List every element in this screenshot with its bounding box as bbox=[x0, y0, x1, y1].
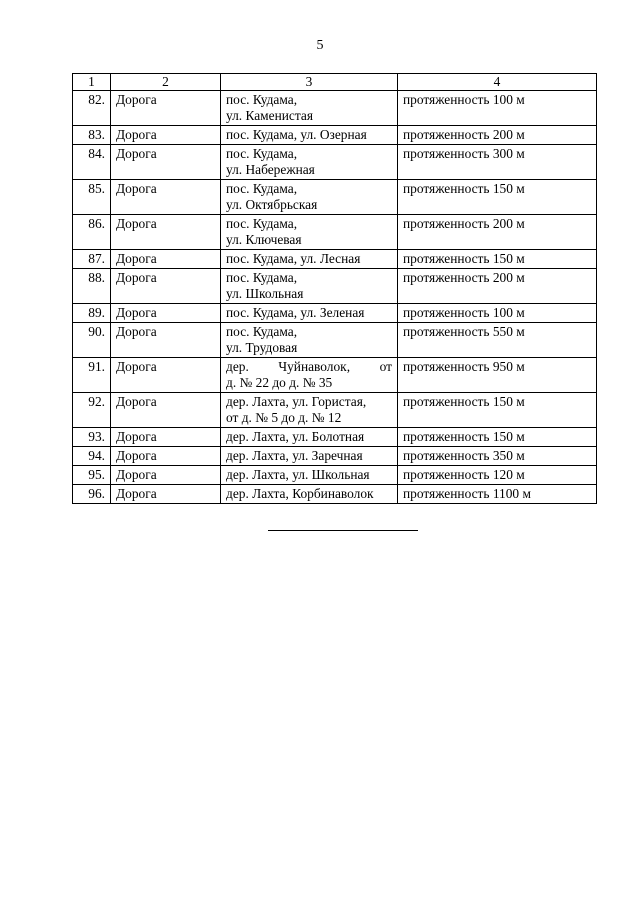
address-line: дер. Лахта, ул. Гористая, bbox=[226, 394, 367, 409]
length-cell: протяженность 950 м bbox=[398, 358, 597, 393]
address-line: пос. Кудама, bbox=[226, 92, 298, 107]
row-number-cell: 83. bbox=[73, 126, 111, 145]
object-type-cell: Дорога bbox=[111, 393, 221, 428]
address-line: пос. Кудама, bbox=[226, 146, 298, 161]
table-row bbox=[73, 447, 597, 466]
object-type-cell: Дорога bbox=[111, 358, 221, 393]
table-row bbox=[73, 428, 597, 447]
table-body bbox=[73, 91, 597, 504]
column-header-3: 3 bbox=[221, 74, 398, 91]
object-type-cell: Дорога bbox=[111, 485, 221, 504]
object-type-cell: Дорога bbox=[111, 323, 221, 358]
length-cell: протяженность 150 м bbox=[398, 250, 597, 269]
table-row bbox=[73, 485, 597, 504]
row-number-cell: 87. bbox=[73, 250, 111, 269]
address-cell bbox=[221, 447, 398, 466]
address-line: пос. Кудама, ул. Лесная bbox=[226, 251, 361, 266]
address-line: пос. Кудама, bbox=[226, 216, 298, 231]
row-number-cell: 85. bbox=[73, 180, 111, 215]
row-number-cell: 91. bbox=[73, 358, 111, 393]
length-cell: протяженность 300 м bbox=[398, 145, 597, 180]
object-type-cell: Дорога bbox=[111, 304, 221, 323]
object-type-cell: Дорога bbox=[111, 447, 221, 466]
address-line: пос. Кудама, bbox=[226, 181, 298, 196]
address-line: дер. Лахта, Корбинаволок bbox=[226, 486, 374, 501]
address-line: пос. Кудама, bbox=[226, 324, 298, 339]
address-line: дер. Лахта, ул. Школьная bbox=[226, 467, 370, 482]
address-cell bbox=[221, 393, 398, 428]
length-cell: протяженность 100 м bbox=[398, 91, 597, 126]
column-header-1: 1 bbox=[73, 74, 111, 91]
object-type-cell: Дорога bbox=[111, 91, 221, 126]
address-cell bbox=[221, 250, 398, 269]
address-cell bbox=[221, 358, 398, 393]
table-row bbox=[73, 91, 597, 126]
table-row bbox=[73, 250, 597, 269]
object-type-cell: Дорога bbox=[111, 215, 221, 250]
table-row bbox=[73, 126, 597, 145]
address-cell bbox=[221, 466, 398, 485]
object-type-cell: Дорога bbox=[111, 250, 221, 269]
length-cell: протяженность 150 м bbox=[398, 393, 597, 428]
address-line: ул. Ключевая bbox=[226, 232, 302, 247]
length-cell: протяженность 200 м bbox=[398, 269, 597, 304]
row-number-cell: 94. bbox=[73, 447, 111, 466]
length-cell: протяженность 150 м bbox=[398, 180, 597, 215]
row-number-cell: 92. bbox=[73, 393, 111, 428]
length-cell: протяженность 1100 м bbox=[398, 485, 597, 504]
roads-table bbox=[72, 73, 597, 504]
address-line: дер. Лахта, ул. Заречная bbox=[226, 448, 363, 463]
object-type-cell: Дорога bbox=[111, 126, 221, 145]
row-number-cell: 95. bbox=[73, 466, 111, 485]
row-number-cell: 90. bbox=[73, 323, 111, 358]
table-row bbox=[73, 180, 597, 215]
page-number: 5 bbox=[316, 38, 324, 53]
address-cell bbox=[221, 215, 398, 250]
column-header-4: 4 bbox=[398, 74, 597, 91]
address-line: ул. Школьная bbox=[226, 286, 304, 301]
address-cell bbox=[221, 269, 398, 304]
object-type-cell: Дорога bbox=[111, 145, 221, 180]
row-number-cell: 96. bbox=[73, 485, 111, 504]
table-row bbox=[73, 323, 597, 358]
address-line: дер. Чуйнаволок, от bbox=[226, 359, 392, 374]
object-type-cell: Дорога bbox=[111, 269, 221, 304]
table-row bbox=[73, 215, 597, 250]
address-cell bbox=[221, 126, 398, 145]
table-row bbox=[73, 393, 597, 428]
row-number-cell: 86. bbox=[73, 215, 111, 250]
address-cell bbox=[221, 304, 398, 323]
row-number-cell: 82. bbox=[73, 91, 111, 126]
address-cell bbox=[221, 428, 398, 447]
address-line: пос. Кудама, ул. Озерная bbox=[226, 127, 367, 142]
address-line: ул. Октябрьская bbox=[226, 197, 318, 212]
length-cell: протяженность 200 м bbox=[398, 215, 597, 250]
row-number-cell: 88. bbox=[73, 269, 111, 304]
address-cell bbox=[221, 323, 398, 358]
row-number-cell: 93. bbox=[73, 428, 111, 447]
length-cell: протяженность 550 м bbox=[398, 323, 597, 358]
address-line: дер. Лахта, ул. Болотная bbox=[226, 429, 365, 444]
table-header-row bbox=[73, 74, 597, 91]
address-line: пос. Кудама, bbox=[226, 270, 298, 285]
table-row bbox=[73, 269, 597, 304]
row-number-cell: 84. bbox=[73, 145, 111, 180]
address-line: от д. № 5 до д. № 12 bbox=[226, 410, 342, 425]
address-line: пос. Кудама, ул. Зеленая bbox=[226, 305, 365, 320]
row-number-cell: 89. bbox=[73, 304, 111, 323]
address-cell bbox=[221, 180, 398, 215]
object-type-cell: Дорога bbox=[111, 466, 221, 485]
address-cell bbox=[221, 91, 398, 126]
table-row bbox=[73, 304, 597, 323]
table-row bbox=[73, 466, 597, 485]
length-cell: протяженность 350 м bbox=[398, 447, 597, 466]
length-cell: протяженность 100 м bbox=[398, 304, 597, 323]
closing-rule bbox=[268, 530, 418, 531]
length-cell: протяженность 200 м bbox=[398, 126, 597, 145]
table-row bbox=[73, 358, 597, 393]
object-type-cell: Дорога bbox=[111, 180, 221, 215]
address-line: д. № 22 до д. № 35 bbox=[226, 375, 333, 390]
column-header-2: 2 bbox=[111, 74, 221, 91]
address-cell bbox=[221, 485, 398, 504]
address-cell bbox=[221, 145, 398, 180]
table-row bbox=[73, 145, 597, 180]
address-line: ул. Каменистая bbox=[226, 108, 313, 123]
length-cell: протяженность 120 м bbox=[398, 466, 597, 485]
length-cell: протяженность 150 м bbox=[398, 428, 597, 447]
address-line: ул. Трудовая bbox=[226, 340, 298, 355]
object-type-cell: Дорога bbox=[111, 428, 221, 447]
address-line: ул. Набережная bbox=[226, 162, 315, 177]
